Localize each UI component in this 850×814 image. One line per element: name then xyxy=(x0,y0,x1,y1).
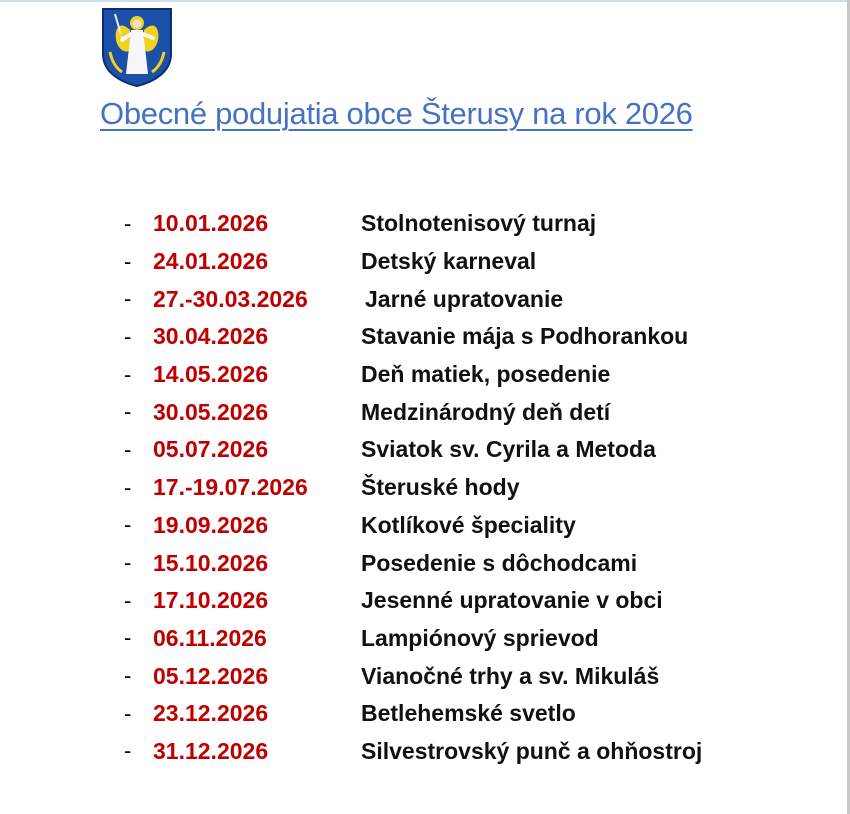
event-date: 06.11.2026 xyxy=(153,624,267,651)
bullet-dash: - xyxy=(124,587,132,613)
list-item xyxy=(124,356,702,394)
bullet-dash: - xyxy=(124,323,132,349)
event-name: Jesenné upratovanie v obci xyxy=(361,587,663,614)
event-date: 14.05.2026 xyxy=(153,361,269,388)
coat-of-arms-angel-icon xyxy=(100,6,174,88)
bullet-dash: - xyxy=(124,399,132,425)
bullet-dash: - xyxy=(124,248,132,274)
list-item xyxy=(124,507,702,545)
event-name: Posedenie s dôchodcami xyxy=(361,549,638,576)
event-date: 30.04.2026 xyxy=(153,323,269,350)
event-name: Sviatok sv. Cyrila a Metoda xyxy=(361,436,656,463)
top-border xyxy=(0,0,850,2)
event-name: Jarné upratovanie xyxy=(365,285,564,312)
list-item xyxy=(124,657,702,695)
list-item xyxy=(124,393,702,431)
list-item xyxy=(124,318,702,356)
bullet-dash: - xyxy=(124,436,132,462)
bullet-dash: - xyxy=(124,286,132,312)
bullet-dash: - xyxy=(124,361,132,387)
event-list xyxy=(124,205,702,770)
list-item xyxy=(124,431,702,469)
bullet-dash: - xyxy=(124,512,132,538)
event-date: 05.12.2026 xyxy=(153,662,269,689)
event-name: Šteruské hody xyxy=(361,474,520,501)
event-name: Stolnotenisový turnaj xyxy=(361,210,597,237)
event-date: 27.-30.03.2026 xyxy=(153,285,308,312)
bullet-dash: - xyxy=(124,550,132,576)
event-name: Lampiónový sprievod xyxy=(361,624,599,651)
bullet-dash: - xyxy=(124,738,132,764)
event-name: Silvestrovský punč a ohňostroj xyxy=(361,737,703,764)
event-date: 17.-19.07.2026 xyxy=(153,474,308,501)
event-date: 23.12.2026 xyxy=(153,700,269,727)
list-item xyxy=(124,243,702,281)
bullet-dash: - xyxy=(124,474,132,500)
event-name: Detský karneval xyxy=(361,248,537,275)
event-name: Betlehemské svetlo xyxy=(361,700,576,727)
event-name: Deň matiek, posedenie xyxy=(361,361,611,388)
list-item xyxy=(124,544,702,582)
event-name: Kotlíkové špeciality xyxy=(361,511,576,538)
event-name: Stavanie mája s Podhorankou xyxy=(361,323,689,350)
bullet-dash: - xyxy=(124,700,132,726)
list-item xyxy=(124,280,702,318)
list-item xyxy=(124,733,702,771)
bullet-dash: - xyxy=(124,663,132,689)
event-date: 10.01.2026 xyxy=(153,210,269,237)
list-item xyxy=(124,582,702,620)
list-item xyxy=(124,620,702,658)
event-date: 19.09.2026 xyxy=(153,511,269,538)
bullet-dash: - xyxy=(124,625,132,651)
list-item xyxy=(124,695,702,733)
event-name: Vianočné trhy a sv. Mikuláš xyxy=(361,662,660,689)
list-item xyxy=(124,205,702,243)
event-date: 05.07.2026 xyxy=(153,436,269,463)
event-date: 15.10.2026 xyxy=(153,549,269,576)
page-title[interactable]: Obecné podujatia obce Šterusy na rok 2026 xyxy=(100,96,693,131)
event-date: 31.12.2026 xyxy=(153,737,269,764)
event-name: Medzinárodný deň detí xyxy=(361,398,611,425)
bullet-dash: - xyxy=(124,210,132,236)
event-date: 30.05.2026 xyxy=(153,398,269,425)
list-item xyxy=(124,469,702,507)
event-date: 17.10.2026 xyxy=(153,587,269,614)
event-date: 24.01.2026 xyxy=(153,248,269,275)
